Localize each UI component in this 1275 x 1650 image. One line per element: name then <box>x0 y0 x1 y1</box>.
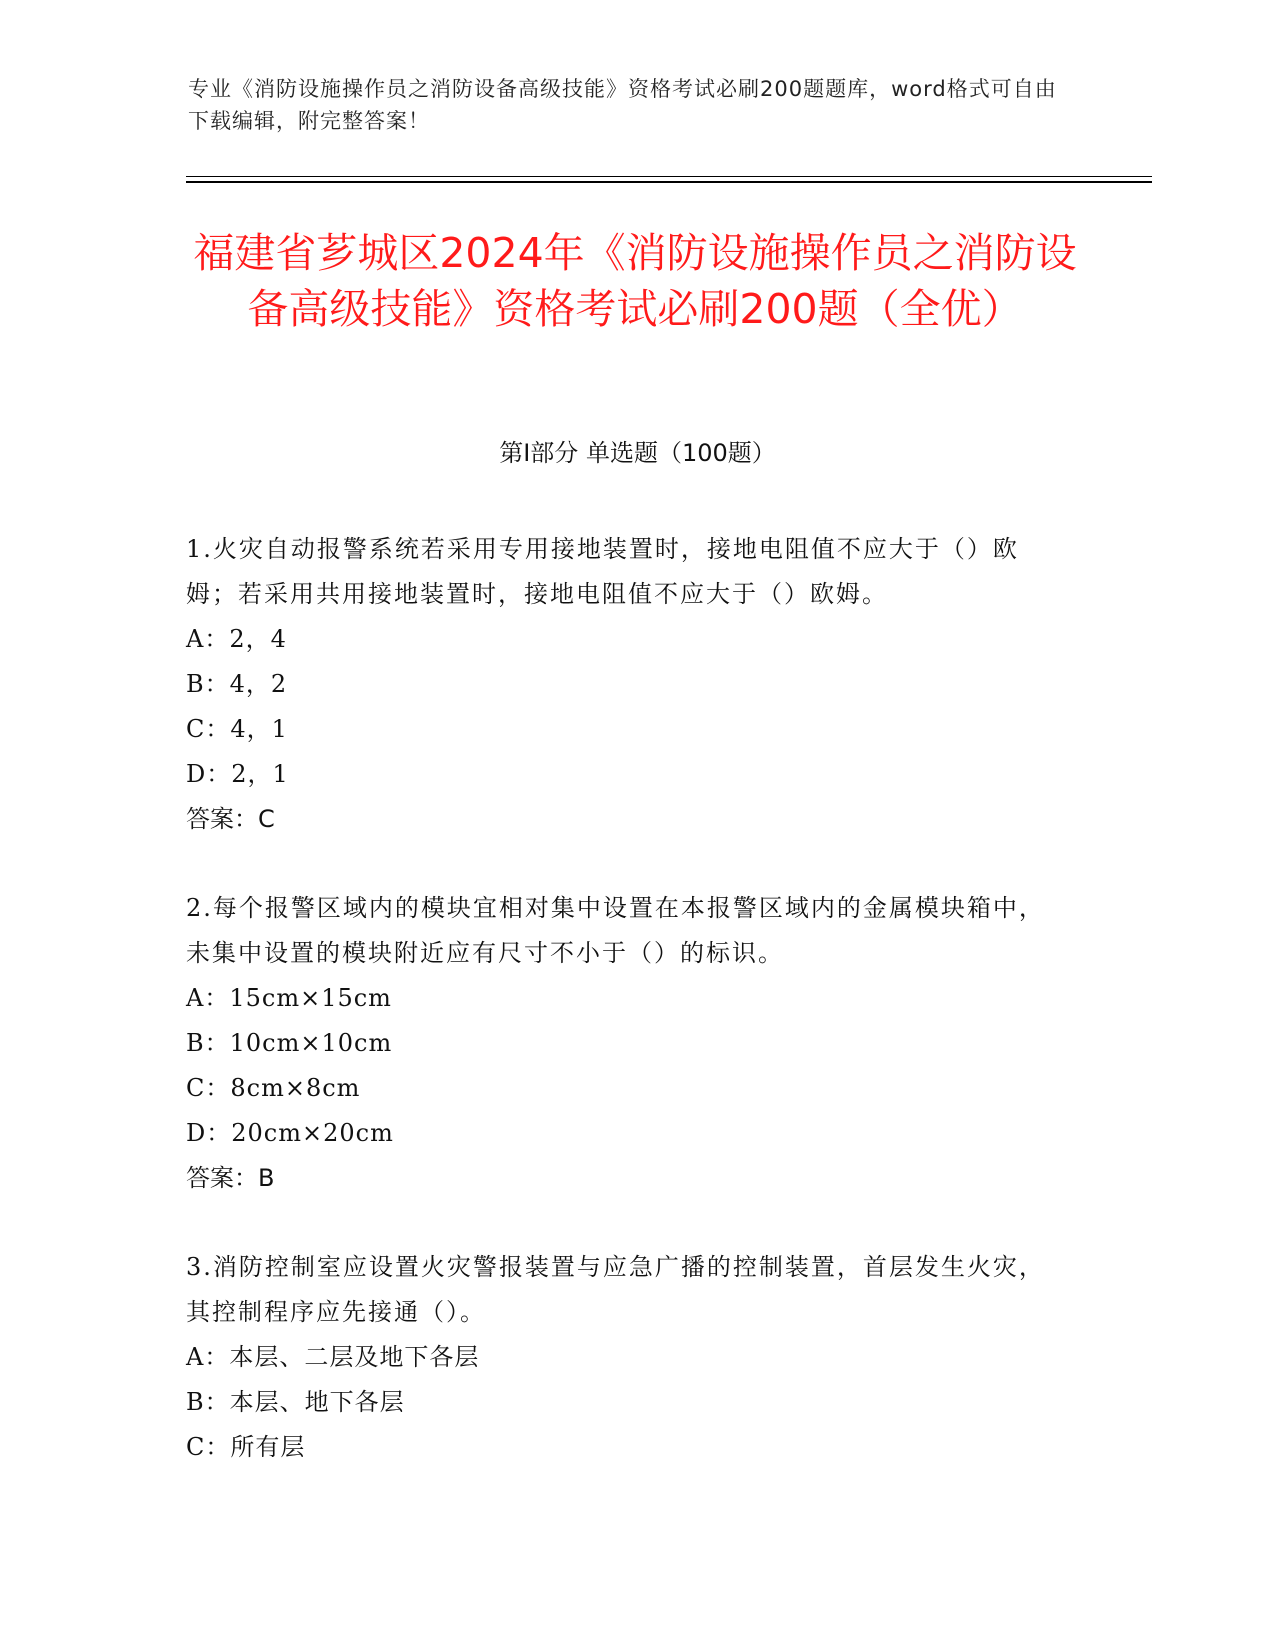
header-divider-thick <box>186 181 1152 183</box>
option-text: 2，1 <box>231 760 289 788</box>
option-text: 10cm×10cm <box>229 1029 393 1057</box>
section-heading: 第I部分 单选题（100题） <box>499 439 776 467</box>
option-text: 4，2 <box>229 670 288 698</box>
option-a <box>186 1335 1066 1380</box>
header-divider-thin <box>186 176 1152 177</box>
option-text: 本层、地下各层 <box>229 1388 405 1416</box>
question-list <box>186 527 1066 1514</box>
option-c <box>186 1066 1066 1111</box>
document-title: 福建省芗城区2024年《消防设施操作员之消防设备高级技能》资格考试必刷200题（全优） <box>193 229 1077 333</box>
option-text: 15cm×15cm <box>229 984 392 1012</box>
option-label: B： <box>186 1388 230 1416</box>
option-label: D： <box>186 760 232 788</box>
option-a <box>186 976 1066 1021</box>
option-text: 8cm×8cm <box>230 1074 361 1102</box>
option-text: 20cm×20cm <box>231 1119 394 1147</box>
answer-line: 答案：C <box>186 805 275 833</box>
option-d <box>186 752 1066 797</box>
option-label: A： <box>186 625 230 653</box>
option-c <box>186 1425 1066 1470</box>
option-label: D： <box>186 1119 232 1147</box>
question-item <box>186 1245 1066 1470</box>
option-label: C： <box>186 1074 231 1102</box>
option-label: C： <box>186 715 231 743</box>
question-item <box>186 527 1066 842</box>
option-b <box>186 1380 1066 1425</box>
question-item <box>186 886 1066 1201</box>
option-b <box>186 1021 1066 1066</box>
question-stem: 2.每个报警区域内的模块宜相对集中设置在本报警区域内的金属模块箱中，未集中设置的模块附近应有尺寸不小于（）的标识。 <box>186 894 1045 967</box>
option-text: 4，1 <box>230 715 288 743</box>
option-b <box>186 662 1066 707</box>
option-a <box>186 617 1066 662</box>
option-c <box>186 707 1066 752</box>
option-text: 所有层 <box>230 1433 306 1461</box>
answer-line: 答案：B <box>186 1164 275 1192</box>
option-text: 2，4 <box>229 625 287 653</box>
question-stem: 1.火灾自动报警系统若采用专用接地装置时，接地电阻值不应大于（）欧姆；若采用共用接地装置时，接地电阻值不应大于（）欧姆。 <box>186 535 1019 608</box>
option-label: B： <box>186 1029 230 1057</box>
option-d <box>186 1111 1066 1156</box>
option-label: A： <box>186 1343 230 1371</box>
header-note: 专业《消防设施操作员之消防设备高级技能》资格考试必刷200题题库，word格式可自由下载编辑，附完整答案！ <box>188 77 1057 133</box>
question-stem: 3.消防控制室应设置火灾警报装置与应急广播的控制装置，首层发生火灾，其控制程序应先接通（）。 <box>186 1253 1045 1326</box>
option-text: 本层、二层及地下各层 <box>229 1343 480 1371</box>
option-label: B： <box>186 670 230 698</box>
option-label: C： <box>186 1433 231 1461</box>
option-label: A： <box>186 984 230 1012</box>
